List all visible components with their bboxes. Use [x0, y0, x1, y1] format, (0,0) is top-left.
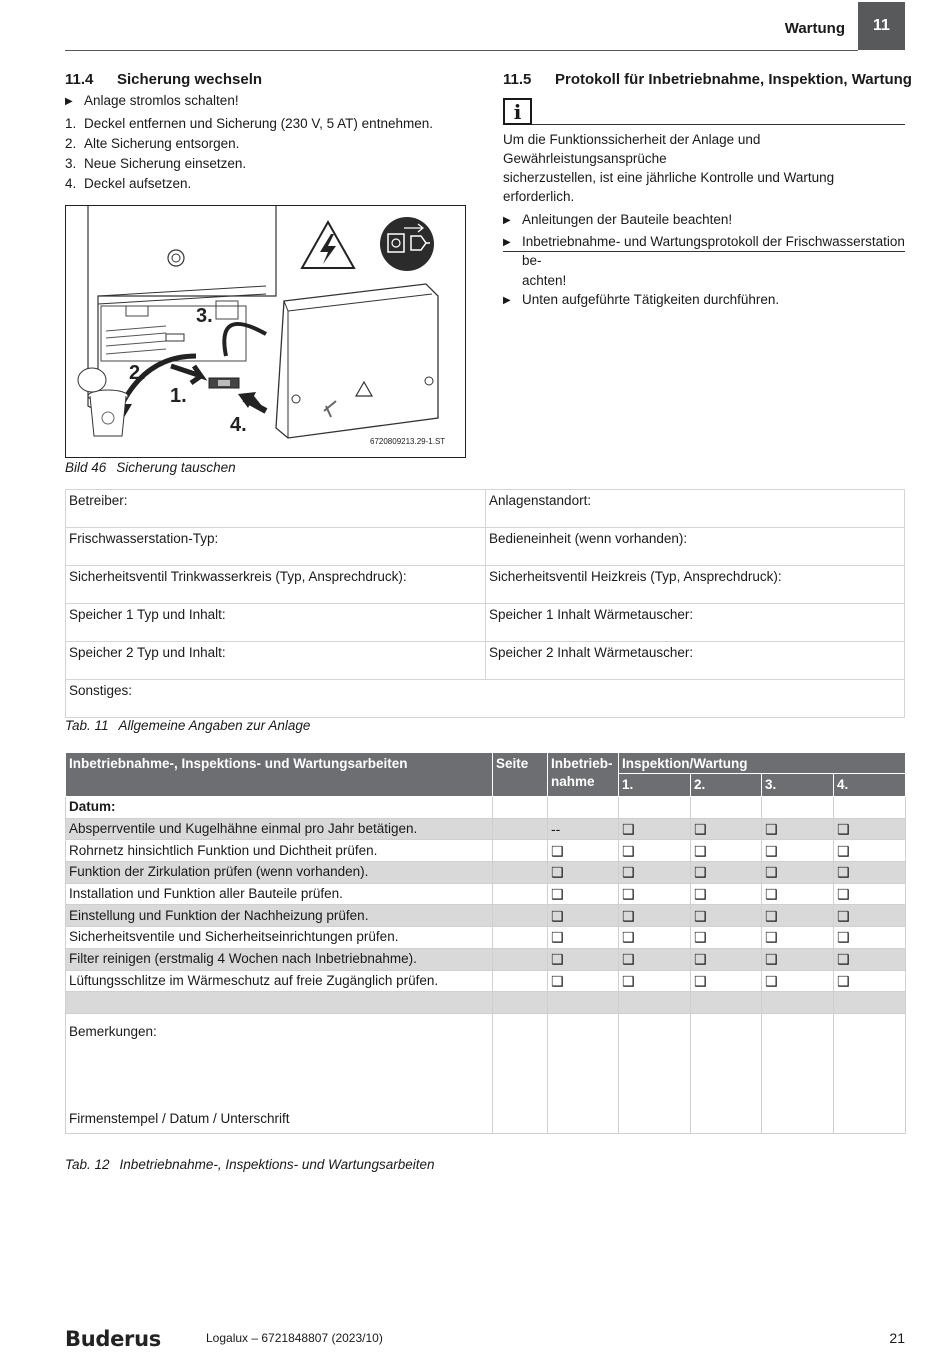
table-caption-text: Allgemeine Angaben zur Anlage [118, 718, 311, 733]
table-row [66, 680, 905, 718]
section-title: Protokoll für Inbetriebnahme, Inspektion, Wartung [555, 71, 912, 88]
date-cell[interactable] [548, 797, 619, 819]
line: achten! [522, 272, 567, 288]
table-row [66, 862, 906, 884]
task-cell: Funktion der Zirkulation prüfen (wenn vorhanden). [66, 862, 493, 884]
step-number: 1. [65, 116, 77, 131]
list-item [503, 232, 908, 291]
list-item-text [522, 232, 908, 291]
date-cell[interactable] [619, 797, 691, 819]
form-field[interactable]: Betreiber: [66, 490, 486, 528]
table-caption-text: Inbetriebnahme-, Inspektions- und Wartungsarbeiten [119, 1157, 435, 1172]
empty-cell [548, 992, 619, 1014]
step-label-2: 2. [129, 362, 146, 384]
table-row [66, 642, 905, 680]
table-row [66, 927, 906, 949]
step-label-4: 4. [230, 414, 247, 436]
form-field[interactable]: Bedieneinheit (wenn vorhanden): [486, 528, 905, 566]
signature-cell[interactable] [619, 1013, 691, 1133]
triangle-bullet-icon: ▶ [503, 236, 511, 248]
triangle-bullet-icon: ▶ [503, 215, 511, 226]
checkbox[interactable]: ❑ [834, 970, 906, 992]
form-field[interactable]: Speicher 2 Inhalt Wärmetauscher: [486, 642, 905, 680]
step-number: 4. [65, 176, 77, 191]
form-field[interactable]: Speicher 1 Inhalt Wärmetauscher: [486, 604, 905, 642]
task-cell: Rohrnetz hinsichtlich Funktion und Dichtheit prüfen. [66, 840, 493, 862]
signature-cell[interactable] [493, 1013, 548, 1133]
figure-caption-number: Bild 46 [65, 460, 107, 475]
page-cell [493, 905, 548, 927]
empty-cell [691, 992, 762, 1014]
signature-cell[interactable] [762, 1013, 834, 1133]
header-visit-2: 2. [691, 774, 762, 797]
info-rule [532, 124, 905, 125]
list-item [503, 210, 908, 232]
task-cell: Installation und Funktion aller Bauteile prüfen. [66, 883, 493, 905]
brand-logo: Buderus [65, 1327, 161, 1351]
form-field[interactable]: Sicherheitsventil Heizkreis (Typ, Ansprechdruck): [486, 566, 905, 604]
checkbox[interactable]: ❑ [834, 948, 906, 970]
signature-cell[interactable] [548, 1013, 619, 1133]
page-cell [493, 948, 548, 970]
signature-cell[interactable] [691, 1013, 762, 1133]
checkbox[interactable]: ❑ [619, 840, 691, 862]
list-item [65, 134, 485, 154]
remarks-label: Bemerkungen: [69, 1023, 157, 1039]
instruction-list [503, 210, 908, 312]
date-row [66, 797, 906, 819]
list-item-text: Anlage stromlos schalten! [84, 93, 239, 108]
steps-list [65, 91, 485, 194]
task-cell: Sicherheitsventile und Sicherheitseinrichtungen prüfen. [66, 927, 493, 949]
empty-cell [834, 992, 906, 1014]
checkbox[interactable]: ❑ [834, 905, 906, 927]
checkbox[interactable]: ❑ [691, 905, 762, 927]
header-visit-4: 4. [834, 774, 906, 797]
checkbox[interactable]: ❑ [834, 883, 906, 905]
checkbox[interactable]: ❑ [548, 970, 619, 992]
task-cell: Einstellung und Funktion der Nachheizung prüfen. [66, 905, 493, 927]
list-item [65, 91, 485, 114]
empty-cell [493, 992, 548, 1014]
page-cell [493, 818, 548, 840]
checkbox[interactable]: ❑ [691, 883, 762, 905]
table-row [66, 840, 906, 862]
date-cell[interactable] [493, 797, 548, 819]
list-item-text: Anleitungen der Bauteile beachten! [522, 212, 733, 227]
checkbox[interactable]: ❑ [548, 927, 619, 949]
checkbox[interactable]: ❑ [619, 905, 691, 927]
remarks-field[interactable] [66, 1013, 493, 1133]
checkbox[interactable]: ❑ [619, 883, 691, 905]
step-number: 2. [65, 136, 77, 151]
checkbox[interactable]: ❑ [691, 927, 762, 949]
form-field[interactable]: Frischwasserstation-Typ: [66, 528, 486, 566]
list-item-text: Deckel aufsetzen. [84, 176, 192, 191]
list-item [65, 174, 485, 194]
empty-cell [66, 992, 493, 1014]
page-cell [493, 927, 548, 949]
checkbox[interactable]: ❑ [619, 970, 691, 992]
table-caption [65, 1157, 434, 1172]
page-cell [493, 970, 548, 992]
info-bottom-rule [503, 251, 905, 252]
signature-cell[interactable] [834, 1013, 906, 1133]
table-caption [65, 718, 310, 733]
section-number: 11.4 [65, 71, 94, 88]
table-row [66, 528, 905, 566]
line: Inbetriebnahme- und Wartungsprotokoll der Frischwasserstation be- [522, 233, 905, 268]
checkbox[interactable]: ❑ [691, 840, 762, 862]
task-cell: Filter reinigen (erstmalig 4 Wochen nach Inbetriebnahme). [66, 948, 493, 970]
empty-cell [762, 992, 834, 1014]
list-item [65, 114, 485, 134]
checkbox[interactable]: ❑ [834, 927, 906, 949]
form-field[interactable]: Speicher 1 Typ und Inhalt: [66, 604, 486, 642]
info-line: Um die Funktionssicherheit der Anlage und Gewährleistungsansprüche [503, 132, 761, 166]
header-line: Inbetrieb- [551, 756, 613, 771]
date-cell[interactable] [691, 797, 762, 819]
triangle-bullet-icon: ▶ [65, 96, 73, 107]
list-item-text: Neue Sicherung einsetzen. [84, 156, 247, 171]
figure-caption [65, 460, 236, 475]
checkbox[interactable]: ❑ [548, 948, 619, 970]
footer-document: Logalux – 6721848807 (2023/10) [206, 1331, 383, 1345]
checkbox[interactable]: ❑ [762, 927, 834, 949]
chapter-badge: 11 [858, 2, 905, 50]
stamp-label: Firmenstempel / Datum / Unterschrift [69, 1110, 290, 1126]
figure-caption-text: Sicherung tauschen [116, 460, 236, 475]
checkbox[interactable]: ❑ [548, 840, 619, 862]
checkbox[interactable]: ❑ [762, 883, 834, 905]
maintenance-table [65, 752, 906, 1134]
remarks-row [66, 1013, 906, 1133]
header-title: Wartung [784, 20, 845, 37]
header-visit-3: 3. [762, 774, 834, 797]
checkbox[interactable]: ❑ [834, 840, 906, 862]
checkbox[interactable]: ❑ [691, 948, 762, 970]
step-label-1: 1. [170, 385, 187, 407]
date-cell[interactable] [834, 797, 906, 819]
date-label: Datum: [66, 797, 493, 819]
page-cell [493, 840, 548, 862]
list-item [503, 290, 908, 312]
step-number: 3. [65, 156, 77, 171]
checkbox[interactable]: ❑ [762, 970, 834, 992]
table-caption-number: Tab. 12 [65, 1157, 110, 1172]
info-icon: i [503, 98, 532, 125]
table-row [66, 970, 906, 992]
checkbox[interactable]: ❑ [762, 948, 834, 970]
table-header-row [66, 753, 906, 774]
checkbox[interactable]: ❑ [762, 818, 834, 840]
section-number: 11.5 [503, 71, 532, 88]
form-field[interactable]: Speicher 2 Typ und Inhalt: [66, 642, 486, 680]
table-row [66, 905, 906, 927]
page-cell [493, 883, 548, 905]
header-inspection: Inspektion/Wartung [619, 753, 906, 774]
table-row [66, 490, 905, 528]
fuse-replacement-figure [65, 205, 466, 458]
form-field[interactable]: Sonstiges: [66, 680, 905, 718]
info-block [503, 130, 908, 312]
page-cell [493, 862, 548, 884]
header-commissioning [548, 753, 619, 797]
list-item-text: Unten aufgeführte Tätigkeiten durchführen. [522, 292, 780, 307]
form-field[interactable]: Anlagenstandort: [486, 490, 905, 528]
step-label-3: 3. [196, 305, 213, 327]
table-row [66, 566, 905, 604]
page-number: 21 [889, 1330, 905, 1346]
task-cell: Absperrventile und Kugelhähne einmal pro Jahr betätigen. [66, 818, 493, 840]
checkbox[interactable]: ❑ [691, 818, 762, 840]
header-page: Seite [493, 753, 548, 797]
checkbox[interactable]: ❑ [619, 948, 691, 970]
table-row [66, 818, 906, 840]
checkbox[interactable]: ❑ [691, 970, 762, 992]
list-item-text: Alte Sicherung entsorgen. [84, 136, 240, 151]
section-heading-11-5 [503, 71, 912, 88]
header-task: Inbetriebnahme-, Inspektions- und Wartungsarbeiten [66, 753, 493, 797]
spacer-row [66, 992, 906, 1014]
checkbox[interactable]: ❑ [619, 927, 691, 949]
checkbox[interactable]: ❑ [548, 905, 619, 927]
plant-info-table [65, 489, 905, 718]
list-item [65, 154, 485, 174]
checkbox[interactable]: ❑ [548, 883, 619, 905]
table-row [66, 604, 905, 642]
triangle-bullet-icon: ▶ [503, 295, 511, 306]
figure-code: 6720809213.29-1.ST [370, 437, 446, 446]
list-item-text: Deckel entfernen und Sicherung (230 V, 5 AT) entnehmen. [84, 116, 433, 131]
checkbox[interactable]: ❑ [834, 818, 906, 840]
checkbox[interactable]: ❑ [619, 818, 691, 840]
not-applicable-cell: -- [548, 818, 619, 840]
section-title: Sicherung wechseln [117, 71, 263, 88]
checkbox[interactable]: ❑ [548, 862, 619, 884]
checkbox[interactable]: ❑ [762, 840, 834, 862]
table-caption-number: Tab. 11 [65, 718, 109, 733]
checkbox[interactable]: ❑ [762, 905, 834, 927]
section-heading-11-4 [65, 71, 262, 88]
empty-cell [619, 992, 691, 1014]
header-rule [65, 50, 858, 51]
task-cell: Lüftungsschlitze im Wärmeschutz auf freie Zugänglich prüfen. [66, 970, 493, 992]
fuse-illustration [66, 206, 466, 458]
date-cell[interactable] [762, 797, 834, 819]
checkbox[interactable]: ❑ [762, 862, 834, 884]
table-row [66, 948, 906, 970]
header-line: nahme [551, 774, 595, 789]
checkbox[interactable]: ❑ [619, 862, 691, 884]
info-line: sicherzustellen, ist eine jährliche Kontrolle und Wartung erforderlich. [503, 170, 835, 204]
header-visit-1: 1. [619, 774, 691, 797]
table-row [66, 883, 906, 905]
checkbox[interactable]: ❑ [834, 862, 906, 884]
checkbox[interactable]: ❑ [691, 862, 762, 884]
form-field[interactable]: Sicherheitsventil Trinkwasserkreis (Typ, Ansprechdruck): [66, 566, 486, 604]
